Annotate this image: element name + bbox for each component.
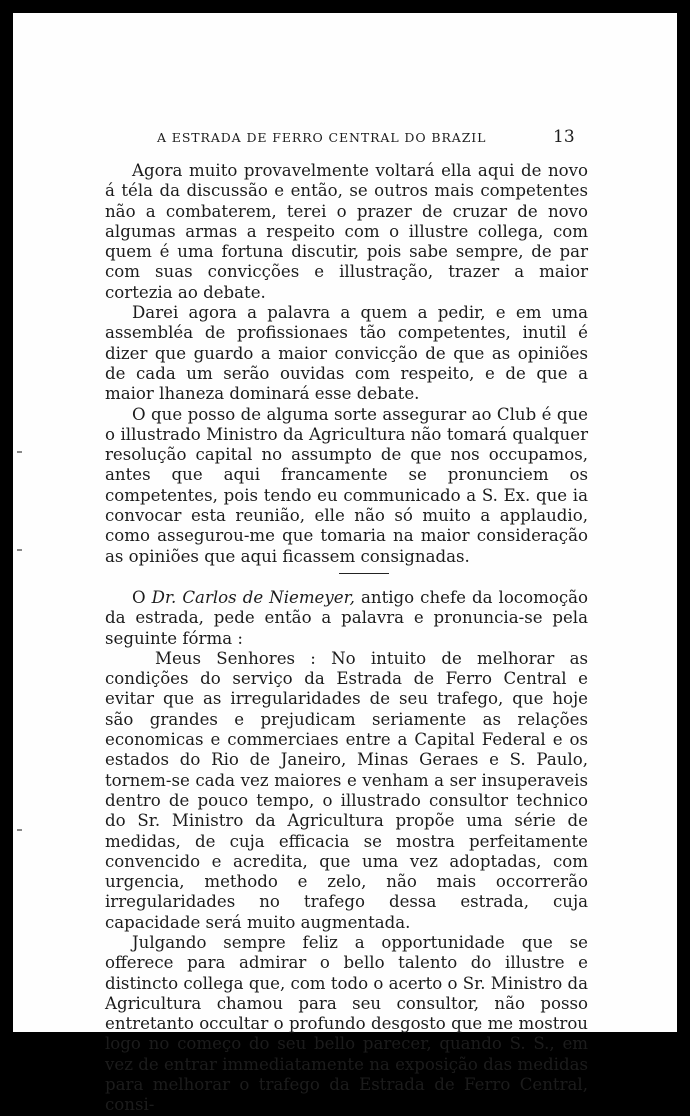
paragraph: Julgando sempre feliz a opportunidade que se offerece para admirar o bello talento do illustre e distincto collega que, com todo o acerto o Sr. Ministro da Agricultura chamou para seu consultor, não posso entretanto occultar o profundo desgosto que me mostrou logo no começo do seu bello parecer, quando S. S., em vez de entrar immediatamente na exposição das medidas para melhorar o trafego da Estrada de Ferro Central, consi- bbox=[105, 932, 588, 1115]
body-text bbox=[105, 161, 588, 1116]
page-number: 13 bbox=[553, 127, 575, 147]
section-divider bbox=[339, 573, 389, 574]
speaker-name: Dr. Carlos de Niemeyer, bbox=[151, 587, 355, 607]
paragraph-speaker-intro bbox=[105, 588, 588, 649]
paragraph: Agora muito provavelmente voltará ella aqui de novo á téla da discussão e então, se outros mais competentes não a combaterem, terei o prazer de cruzar de novo algumas armas a respeito com o illustre collega, com quem é uma fortuna discutir, pois sabe sempre, de par com suas convicções e illustração, trazer a maior cortezia ao debate. bbox=[105, 161, 588, 302]
intro-text: antigo chefe da locomoção da estrada, pede então a palavra e pronuncia-se pela seguinte fórma : bbox=[105, 587, 588, 648]
paragraph: Meus Senhores : No intuito de melhorar as condições do serviço da Estrada de Ferro Central e evitar que as irregularidades de seu trafego, que hoje são grandes e prejudicam seriamente as relações economicas e commerciaes entre a Capital Federal e os estados do Rio de Janeiro, Minas Geraes e S. Paulo, tornem-se cada vez maiores e venham a ser insuperaveis dentro de pouco tempo, o illustrado consultor technico do Sr. Ministro da Agricultura propõe uma série de medidas, de cuja efficacia se mostra perfeitamente convencido e acredita, que uma vez adoptadas, com urgencia, methodo e zelo, não mais occorrerão irregularidades no trafego dessa estrada, cuja capacidade será muito augmentada. bbox=[105, 648, 588, 932]
paragraph: Darei agora a palavra a quem a pedir, e em uma assembléa de profissionaes tão competentes, inutil é dizer que guardo a maior convicção de que as opiniões de cada um serão ouvidas com respeito, e de que a maior lhaneza dominará esse debate. bbox=[105, 303, 588, 404]
intro-text: O bbox=[132, 587, 152, 607]
paragraph: O que posso de alguma sorte assegurar ao Club é que o illustrado Ministro da Agricultura não tomará qualquer resolução capital no assumpto de que nos occupamos, antes que aqui francamente se pronunciem os competentes, pois tendo eu communicado a S. Ex. que ia convocar esta reunião, elle não só muito a applaudio, como assegurou-me que tomaria na maior consideração as opiniões que aqui ficassem consignadas. bbox=[105, 404, 588, 566]
scanned-page bbox=[13, 13, 677, 1115]
margin-speck bbox=[17, 451, 22, 453]
margin-speck bbox=[17, 829, 22, 831]
running-header: A ESTRADA DE FERRO CENTRAL DO BRAZIL bbox=[157, 130, 487, 145]
margin-speck bbox=[17, 549, 22, 551]
